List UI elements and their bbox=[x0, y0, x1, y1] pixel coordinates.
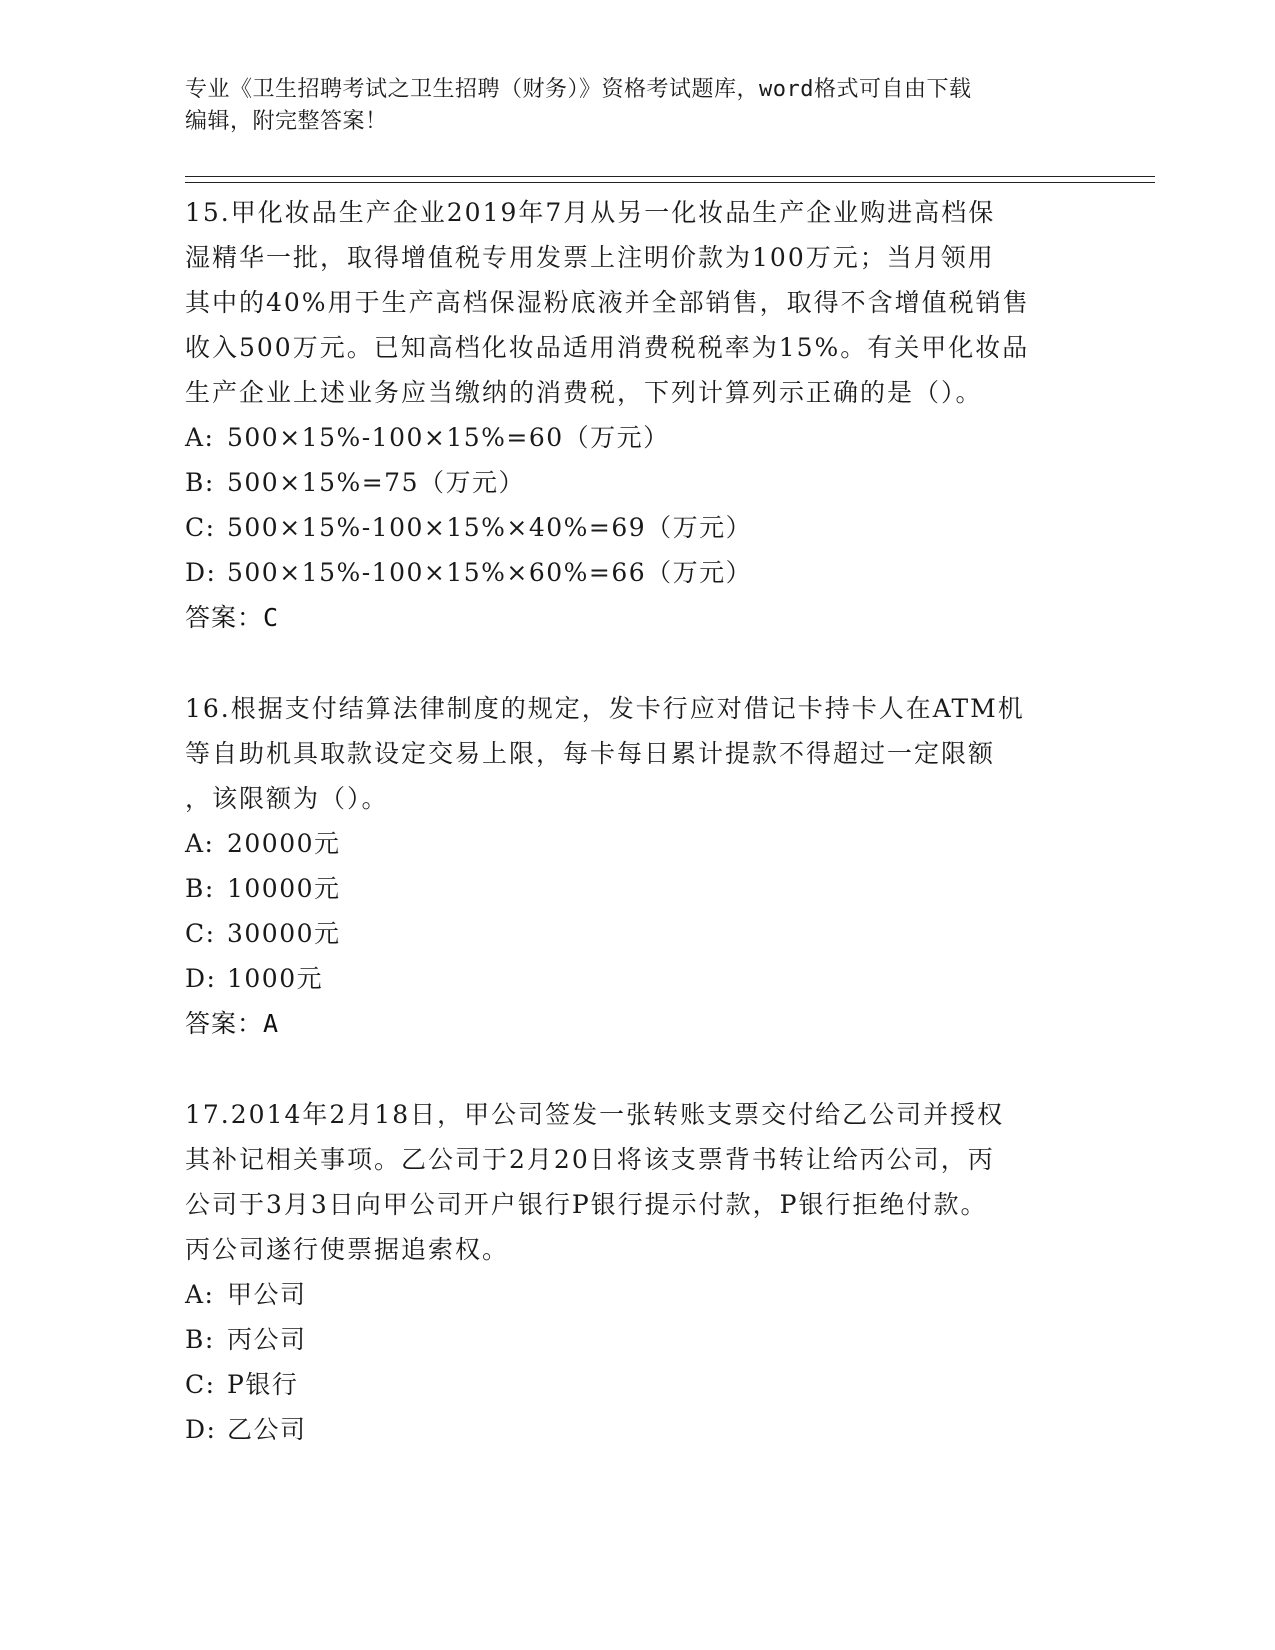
option-b bbox=[185, 866, 1085, 911]
header-divider-bottom bbox=[185, 182, 1155, 183]
stem-line: 生产企业上述业务应当缴纳的消费税，下列计算列示正确的是（）。 bbox=[185, 378, 983, 407]
option-a bbox=[185, 1272, 1085, 1317]
question-spacer bbox=[185, 640, 1085, 686]
question-list bbox=[185, 190, 1085, 1452]
option-key: D: bbox=[185, 1415, 217, 1444]
answer-line: 答案：A bbox=[185, 1009, 280, 1038]
question-spacer bbox=[185, 1046, 1085, 1092]
stem-line: 16.根据支付结算法律制度的规定，发卡行应对借记卡持卡人在ATM机 bbox=[185, 694, 1025, 723]
header-divider-top bbox=[185, 176, 1155, 177]
option-d bbox=[185, 1407, 1085, 1452]
option-text: 甲公司 bbox=[227, 1280, 307, 1309]
question-17 bbox=[185, 1092, 1085, 1452]
option-text: 1000元 bbox=[227, 964, 324, 993]
option-key: C: bbox=[185, 919, 216, 948]
stem-line: 其补记相关事项。乙公司于2月20日将该支票背书转让给丙公司，丙 bbox=[185, 1145, 995, 1174]
option-text: 30000元 bbox=[227, 919, 341, 948]
option-text: 500×15%-100×15%×40%=69（万元） bbox=[227, 513, 753, 542]
header-line-1: 专业《卫生招聘考试之卫生招聘（财务）》资格考试题库，word格式可自由下载 bbox=[185, 77, 972, 102]
option-key: D: bbox=[185, 558, 217, 587]
question-16 bbox=[185, 686, 1085, 1046]
stem-line: 收入500万元。已知高档化妆品适用消费税税率为15%。有关甲化妆品 bbox=[185, 333, 1030, 362]
option-text: 乙公司 bbox=[227, 1415, 307, 1444]
option-key: B: bbox=[185, 874, 215, 903]
option-key: B: bbox=[185, 1325, 215, 1354]
option-d bbox=[185, 956, 1085, 1001]
option-c bbox=[185, 911, 1085, 956]
option-text: 20000元 bbox=[227, 829, 341, 858]
option-a bbox=[185, 415, 1085, 460]
question-15 bbox=[185, 190, 1085, 640]
option-b bbox=[185, 1317, 1085, 1362]
option-key: C: bbox=[185, 1370, 216, 1399]
option-text: 10000元 bbox=[227, 874, 341, 903]
option-text: 500×15%=75（万元） bbox=[227, 468, 525, 497]
option-text: 500×15%-100×15%×60%=66（万元） bbox=[227, 558, 753, 587]
stem-line: 湿精华一批，取得增值税专用发票上注明价款为100万元；当月领用 bbox=[185, 243, 995, 272]
stem-line: 15.甲化妆品生产企业2019年7月从另一化妆品生产企业购进高档保 bbox=[185, 198, 996, 227]
stem-line: 其中的40%用于生产高档保湿粉底液并全部销售，取得不含增值税销售 bbox=[185, 288, 1030, 317]
option-c bbox=[185, 1362, 1085, 1407]
option-a bbox=[185, 821, 1085, 866]
option-key: B: bbox=[185, 468, 215, 497]
header-line-2: 编辑，附完整答案！ bbox=[185, 109, 388, 134]
option-key: D: bbox=[185, 964, 217, 993]
stem-line: 丙公司遂行使票据追索权。 bbox=[185, 1235, 510, 1264]
question-stem bbox=[185, 686, 1085, 821]
option-text: 500×15%-100×15%=60（万元） bbox=[227, 423, 670, 452]
option-text: P银行 bbox=[227, 1370, 299, 1399]
option-key: C: bbox=[185, 513, 216, 542]
question-stem bbox=[185, 1092, 1085, 1272]
answer-line: 答案：C bbox=[185, 603, 280, 632]
option-c bbox=[185, 505, 1085, 550]
document-header bbox=[185, 74, 1065, 138]
option-key: A: bbox=[185, 423, 215, 452]
stem-line: ，该限额为（）。 bbox=[185, 784, 389, 813]
option-key: A: bbox=[185, 829, 215, 858]
option-b bbox=[185, 460, 1085, 505]
option-key: A: bbox=[185, 1280, 215, 1309]
stem-line: 等自助机具取款设定交易上限，每卡每日累计提款不得超过一定限额 bbox=[185, 739, 996, 768]
stem-line: 17.2014年2月18日，甲公司签发一张转账支票交付给乙公司并授权 bbox=[185, 1100, 1005, 1129]
option-text: 丙公司 bbox=[227, 1325, 307, 1354]
stem-line: 公司于3月3日向甲公司开户银行P银行提示付款，P银行拒绝付款。 bbox=[185, 1190, 988, 1219]
option-d bbox=[185, 550, 1085, 595]
question-stem bbox=[185, 190, 1085, 415]
